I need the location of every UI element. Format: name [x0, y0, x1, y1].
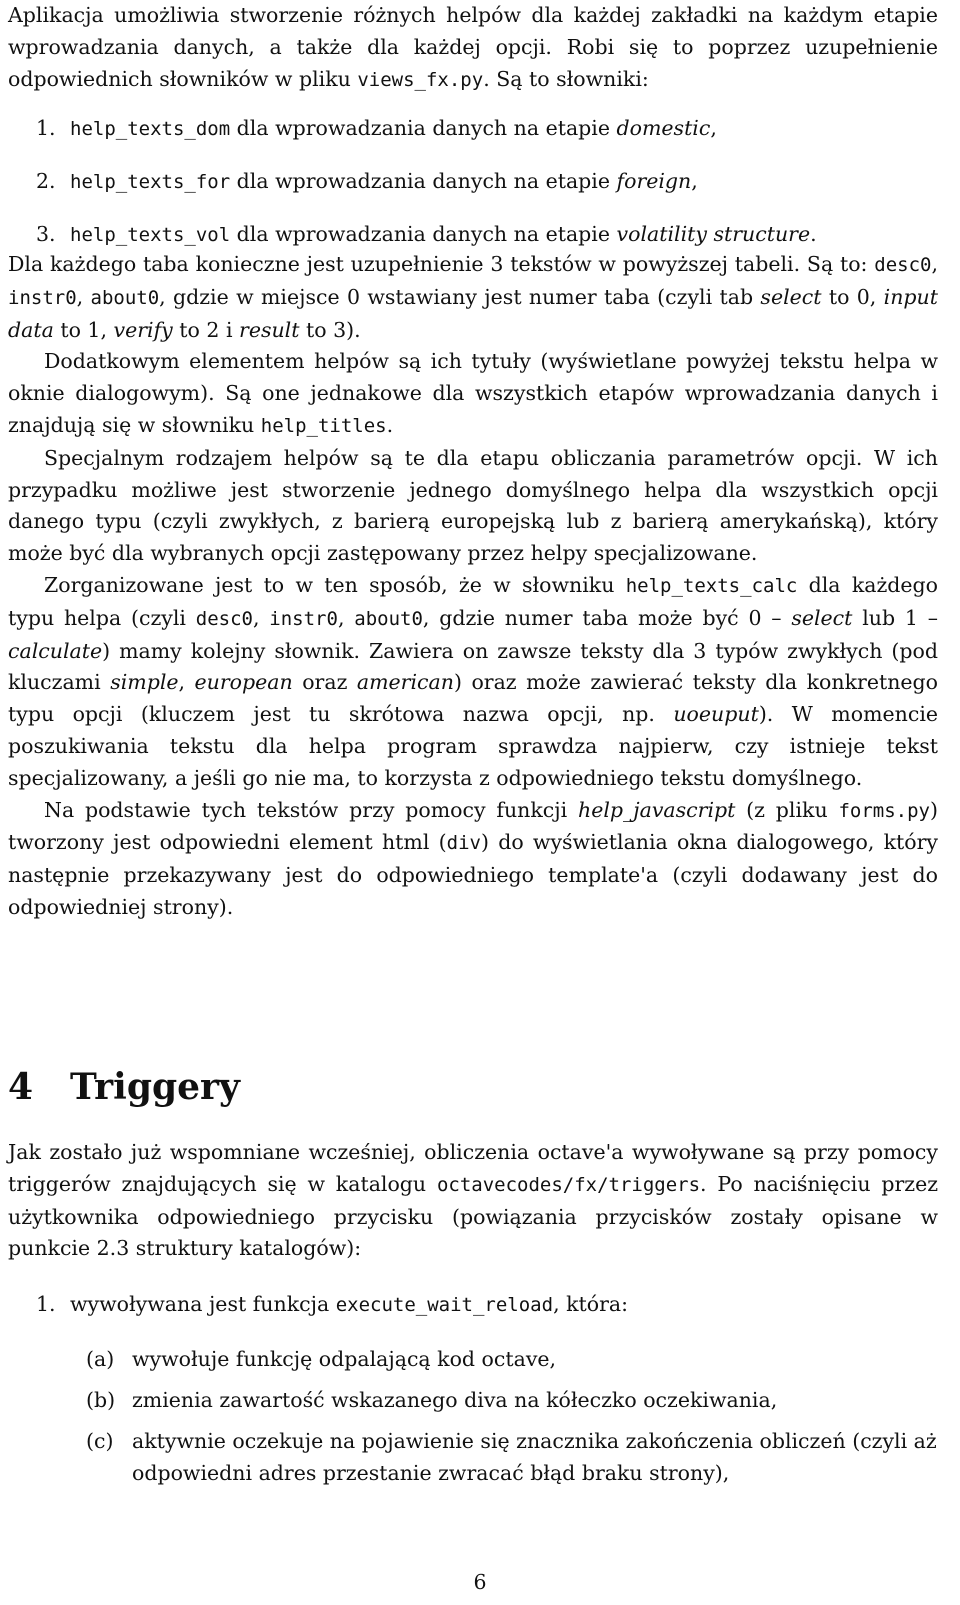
text: , [76, 284, 91, 309]
section-heading [8, 1063, 240, 1111]
text: Zorganizowane jest to w ten sposób, że w słowniku [44, 572, 626, 597]
code-forms-py: forms.py [838, 799, 930, 822]
triggers-block [8, 1137, 938, 1265]
code-instr0: instr0 [8, 286, 77, 309]
text: , gdzie numer taba może być 0 – [422, 605, 792, 630]
steps-list [8, 1289, 938, 1322]
javascript-paragraph [8, 795, 938, 924]
list-number: 1. [36, 1292, 56, 1316]
text: ). W momencie poszukiwania tekstu dla helpa program sprawdza najpierw, czy istnieje tekst specjalizowany, a jeśli go nie ma, to korzysta z odpowiedniego tekstu domyślnego. [8, 702, 939, 790]
text: to 3). [299, 317, 361, 342]
body-text-block [8, 249, 938, 924]
list-text: dla wprowadzania danych na etapie [230, 116, 617, 140]
text: Jak zostało już wspomniane wcześniej, obliczenia octave'a wywoływane są przy pomocy triggerów znajdujących się w katalogu [8, 1140, 938, 1196]
text: , która: [553, 1292, 629, 1316]
text: (z pliku [735, 797, 839, 822]
code-about0: about0 [90, 286, 160, 309]
code-triggers-dir: octavecodes/fx/triggers [436, 1173, 701, 1196]
code-div: div [446, 832, 481, 855]
list-text: dla wprowadzania danych na etapie [230, 169, 617, 193]
substep-label: (c) [86, 1429, 114, 1453]
substep-label: (b) [86, 1388, 116, 1412]
substep-item [8, 1344, 938, 1385]
emph: uoeuput [673, 702, 759, 727]
section-number: 4 [8, 1066, 34, 1108]
list-item [8, 166, 938, 219]
text: Na podstawie tych tekstów przy pomocy funkcji [44, 797, 578, 822]
text: . [386, 412, 394, 437]
stage-name: foreign [616, 169, 692, 193]
text: ) oraz może zawierać teksty dla konkretnego typu opcji (kluczem jest tu skrótowa nazwa opcji, np. [8, 670, 938, 727]
text: , gdzie w miejsce 0 wstawiany jest numer taba (czyli tab [159, 284, 761, 309]
substep-text: aktywnie oczekuje na pojawienie się znacznika zakończenia obliczeń (czyli aż odpowiedni adres przestanie zwracać błąd braku strony), [132, 1429, 937, 1485]
page-number: 6 [473, 1570, 487, 1594]
dict-name-code: help_texts_dom [70, 118, 231, 140]
code-desc0: desc0 [195, 607, 253, 630]
stage-name: domestic [616, 116, 711, 140]
substep-item [8, 1385, 938, 1426]
stage-name: volatility structure [616, 222, 811, 246]
dict-name-code: help_texts_vol [70, 224, 231, 246]
list-item [8, 1289, 938, 1322]
text: Dla każdego taba konieczne jest uzupełnienie 3 tekstów w powyższej tabeli. Są to: [8, 252, 875, 276]
code-execute-wait-reload: execute_wait_reload [335, 1294, 554, 1316]
emph: american [356, 670, 454, 695]
text: , [337, 605, 355, 630]
emph: input data [8, 284, 938, 342]
substep-text: wywołuje funkcję odpalającą kod octave, [132, 1347, 557, 1371]
code-desc0: desc0 [874, 254, 932, 276]
emph: european [194, 670, 293, 695]
emph: simple [110, 670, 179, 695]
emph: calculate [8, 638, 103, 663]
text: , [252, 605, 270, 630]
intro-text: Aplikacja umożliwia stworzenie różnych helpów dla każdej zakładki na każdym etapie wprowadzania danych, a także dla każdej opcji. Robi się to poprzez uzupełnienie odpowiednich słowników w pliku [8, 3, 938, 91]
intro-paragraph [8, 0, 938, 96]
substep-item [8, 1426, 938, 1490]
text: Dodatkowym elementem helpów są ich tytuły (wyświetlane powyżej tekstu helpa w oknie dialogowym). Są one jednakowe dla wszystkich etapów wprowadzania danych i znajdują się w słowniku [8, 349, 938, 437]
code-help-texts-calc: help_texts_calc [625, 574, 798, 597]
text: , [931, 252, 938, 276]
text: to 2 i [172, 317, 240, 342]
code-about0: about0 [354, 607, 423, 630]
triggers-paragraph [8, 1137, 938, 1265]
text: ) do wyświetlania okna dialogowego, który następnie przekazywany jest do odpowiedniego template'a (czyli dodawany jest do odpowiedniej strony). [8, 830, 938, 919]
punctuation: , [710, 116, 717, 140]
titles-paragraph [8, 346, 938, 442]
text: . Po naciśnięciu przez użytkownika odpowiedniego przycisku (powiązania przycisków zostały opisane w punkcie 2.3 struktury katalogów): [8, 1171, 939, 1261]
function-name: help_javascript [578, 797, 736, 822]
code-help-titles: help_titles [260, 414, 387, 437]
punctuation: , [691, 169, 698, 193]
special-helps-paragraph: Specjalnym rodzajem helpów są te dla etapu obliczania parametrów opcji. W ich przypadku możliwe jest stworzenie jednego domyślnego helpa dla wszystkich opcji danego typu (czyli zwykłych, z barierą europejską lub z barierą amerykańską), który może być dla wybranych opcji zastępowany przez helpy specjalizowane. [8, 445, 938, 566]
text: to 0, [821, 284, 884, 309]
organization-paragraph [8, 570, 938, 795]
text: wywoływana jest funkcja [70, 1292, 336, 1316]
substeps-list [8, 1344, 938, 1490]
section-title: Triggery [70, 1066, 240, 1108]
list-number: 1. [36, 116, 56, 140]
intro-text-end: . Są to słowniki: [483, 66, 649, 91]
dict-name-code: help_texts_for [70, 171, 231, 193]
tabs-paragraph [8, 249, 938, 346]
emph: result [239, 317, 300, 342]
text: lub 1 – [852, 605, 938, 630]
code-instr0: instr0 [269, 607, 338, 630]
punctuation: . [810, 222, 817, 246]
filename-code: views_fx.py [357, 68, 484, 91]
substep-text: zmienia zawartość wskazanego diva na kółeczko oczekiwania, [132, 1388, 778, 1412]
list-item [8, 113, 938, 166]
list-number: 3. [36, 222, 56, 246]
text: ) mamy kolejny słownik. Zawiera on zawsze teksty dla 3 typów zwykłych (pod kluczami [8, 638, 938, 695]
emph: select [760, 284, 822, 309]
text: , [178, 670, 195, 695]
text: dla każdego typu helpa (czyli [8, 572, 938, 630]
emph: verify [113, 317, 173, 342]
substep-label: (a) [86, 1347, 115, 1371]
text: oraz [292, 670, 357, 695]
emph: select [791, 605, 853, 630]
list-text: dla wprowadzania danych na etapie [230, 222, 617, 246]
text: ) tworzony jest odpowiedni element html ( [8, 797, 938, 855]
list-number: 2. [36, 169, 56, 193]
text: to 1, [53, 317, 114, 342]
